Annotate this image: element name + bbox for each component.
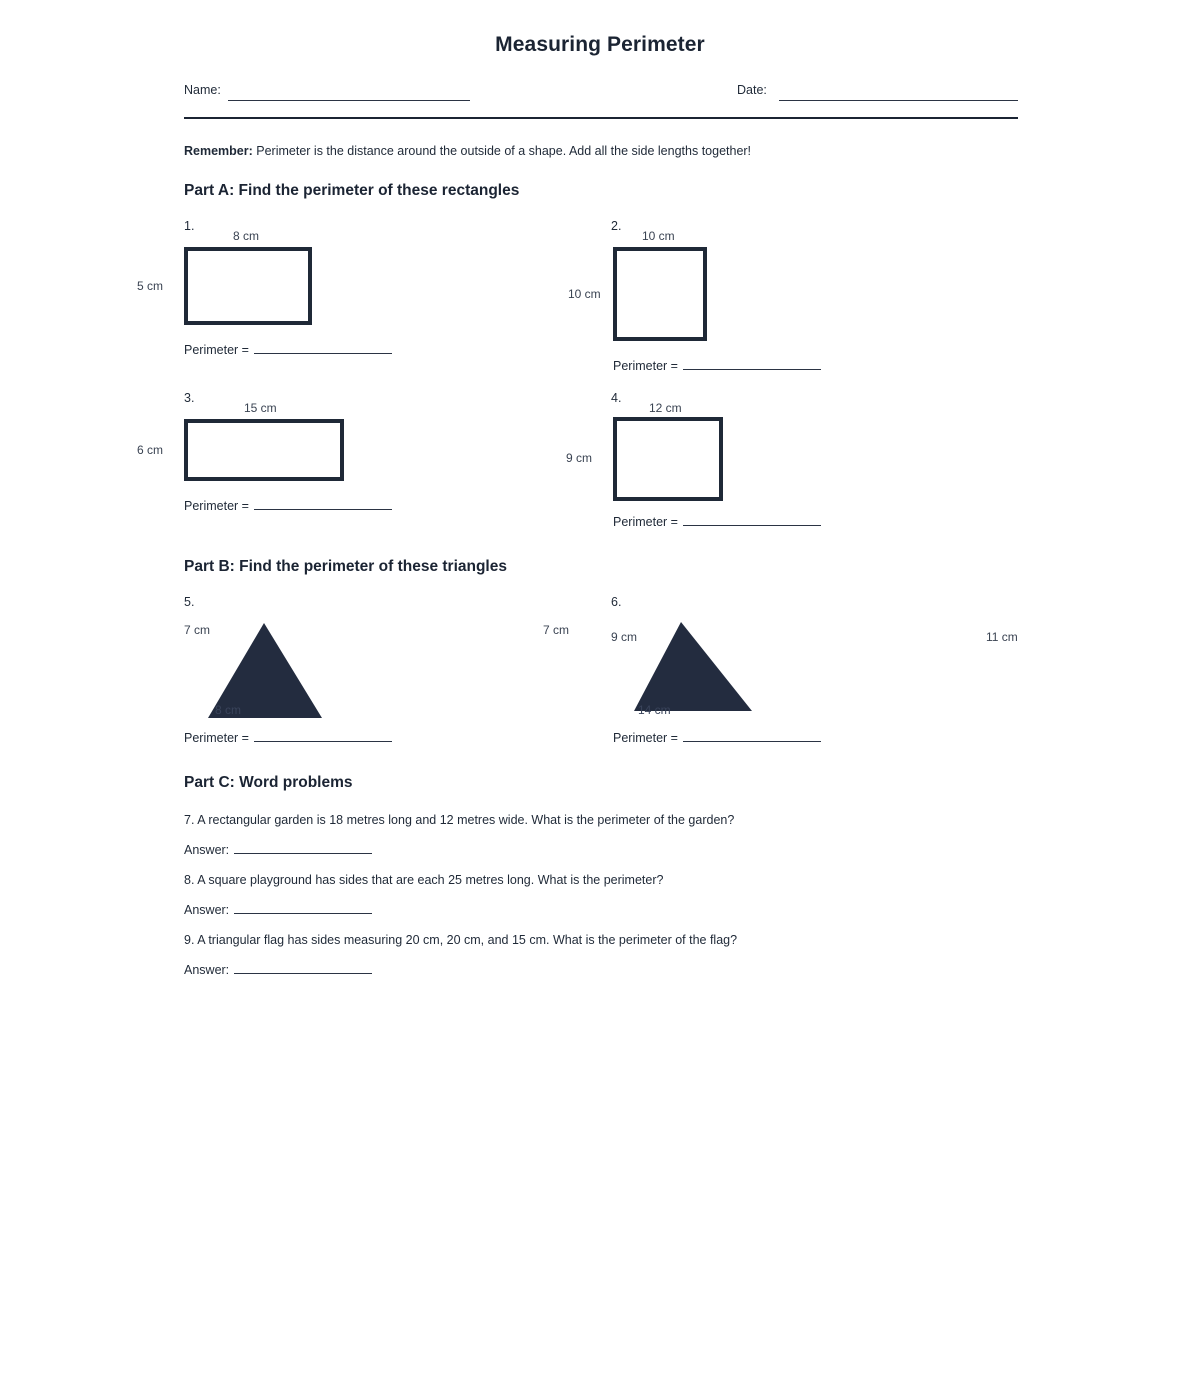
problem-3-perimeter-label: Perimeter =: [184, 499, 249, 513]
problem-2-perimeter-label: Perimeter =: [613, 359, 678, 373]
problem-7-question: 7. A rectangular garden is 18 metres long and 12 metres wide. What is the perimeter of the garden?: [184, 813, 735, 827]
problem-2-side-label: 10 cm: [568, 287, 601, 301]
problem-9-question: 9. A triangular flag has sides measuring 20 cm, 20 cm, and 15 cm. What is the perimeter of the flag?: [184, 933, 738, 947]
problem-9-answer-blank[interactable]: [234, 961, 372, 974]
problem-4-perimeter-row: [613, 513, 821, 529]
problem-3-side-label: 6 cm: [137, 443, 164, 457]
problem-7-answer-row: [184, 841, 372, 857]
problem-6-perimeter-row: [613, 729, 821, 745]
problem-4-rectangle: [613, 417, 723, 501]
problem-1-perimeter-label: Perimeter =: [184, 343, 249, 357]
problem-6-triangle: [632, 619, 756, 713]
problem-4-perimeter-label: Perimeter =: [613, 515, 678, 529]
part-c-heading: Part C: Word problems: [184, 774, 353, 791]
part-a-heading: Part A: Find the perimeter of these rectangles: [184, 182, 520, 199]
problem-6-right-label: 11 cm: [986, 630, 1018, 644]
problem-3-perimeter-row: [184, 497, 392, 513]
remember-text: Perimeter is the distance around the outside of a shape. Add all the side lengths together!: [256, 144, 752, 158]
problem-8-answer-row: [184, 901, 372, 917]
problem-7-answer-label: Answer:: [184, 843, 230, 857]
problem-3-number: 3.: [184, 391, 195, 405]
problem-6-perimeter-label: Perimeter =: [613, 731, 678, 745]
problem-5-perimeter-label: Perimeter =: [184, 731, 249, 745]
problem-4-side-label: 9 cm: [566, 451, 593, 465]
problem-1-side-label: 5 cm: [137, 279, 164, 293]
problem-2-perimeter-row: [613, 357, 821, 373]
problem-5-base-label: 8 cm: [215, 703, 242, 717]
problem-2-answer-blank[interactable]: [683, 357, 821, 370]
problem-1-perimeter-row: [184, 341, 392, 357]
problem-2-rectangle: [613, 247, 707, 341]
name-input-line[interactable]: [228, 100, 470, 101]
problem-4-answer-blank[interactable]: [683, 513, 821, 526]
problem-6-left-label: 9 cm: [611, 630, 638, 644]
problem-6-base-label: 14 cm: [638, 703, 671, 717]
part-b-heading: Part B: Find the perimeter of these triangles: [184, 558, 507, 575]
problem-7-answer-blank[interactable]: [234, 841, 372, 854]
problem-5-left-label: 7 cm: [184, 623, 211, 637]
problem-9-answer-row: [184, 961, 372, 977]
header-divider: [184, 117, 1018, 119]
problem-8-question: 8. A square playground has sides that are each 25 metres long. What is the perimeter?: [184, 873, 664, 887]
problem-3-top-label: 15 cm: [244, 401, 277, 415]
problem-5-answer-blank[interactable]: [254, 729, 392, 742]
problem-5-number: 5.: [184, 595, 195, 609]
name-date-row: [184, 80, 1018, 102]
problem-4-number: 4.: [611, 391, 622, 405]
remember-prefix: Remember:: [184, 144, 253, 158]
problem-8-answer-blank[interactable]: [234, 901, 372, 914]
problem-9-answer-label: Answer:: [184, 963, 230, 977]
problem-1-number: 1.: [184, 219, 195, 233]
problem-1-answer-blank[interactable]: [254, 341, 392, 354]
date-label: Date:: [737, 83, 767, 97]
problem-3-rectangle: [184, 419, 344, 481]
problem-1-top-label: 8 cm: [233, 229, 260, 243]
remember-note: [184, 144, 751, 158]
name-label: Name:: [184, 83, 221, 97]
problem-1-rectangle: [184, 247, 312, 325]
problem-2-number: 2.: [611, 219, 622, 233]
problem-5-perimeter-row: [184, 729, 392, 745]
problem-6-answer-blank[interactable]: [683, 729, 821, 742]
problem-4-top-label: 12 cm: [649, 401, 682, 415]
page-title: Measuring Perimeter: [495, 33, 705, 56]
date-input-line[interactable]: [779, 100, 1018, 101]
problem-6-number: 6.: [611, 595, 622, 609]
problem-2-top-label: 10 cm: [642, 229, 675, 243]
problem-5-right-label: 7 cm: [543, 623, 570, 637]
problem-8-answer-label: Answer:: [184, 903, 230, 917]
problem-3-answer-blank[interactable]: [254, 497, 392, 510]
